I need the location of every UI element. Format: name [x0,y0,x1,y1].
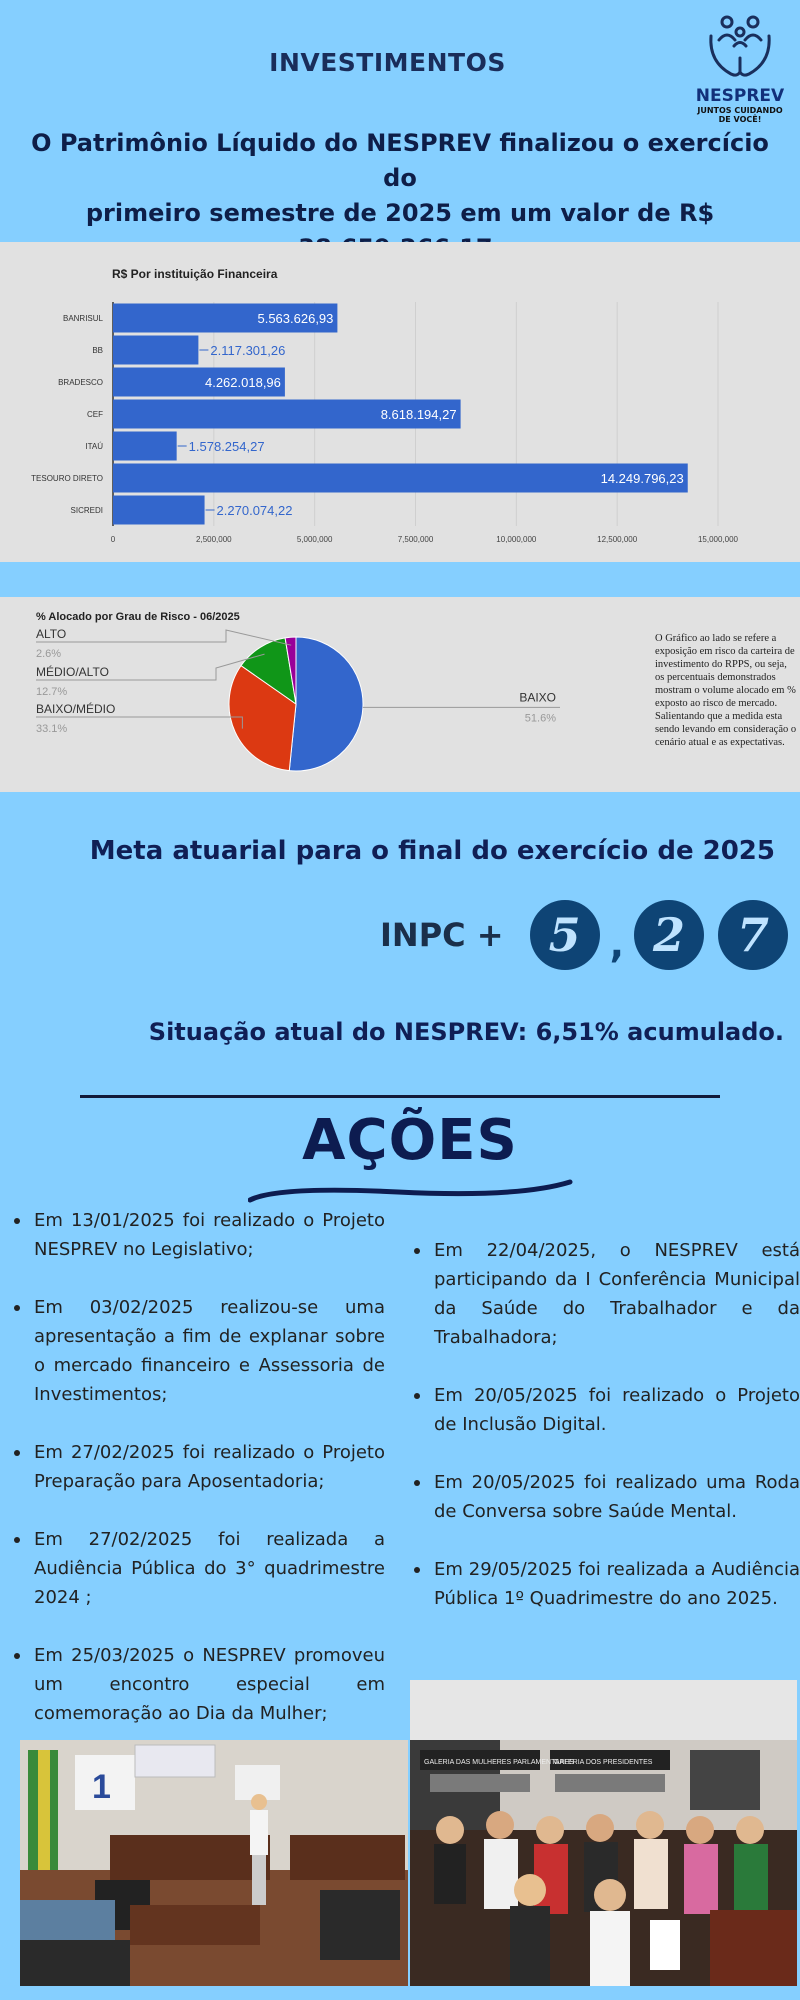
meta-title: Meta atuarial para o final do exercício de 2025 [89,836,775,866]
slice-value-label: 51.6% [524,712,556,725]
photo-sign-number: 1 [92,1768,111,1806]
pie-chart-note: O Gráfico ao lado se refere a exposição em risco da carteira de investimento do RPPS, ou seja, os percentuais demonstrados mostram o volume alocado em % exposto ao risco de mercado. Salientando que a medida esta sendo levando em consideração o cenário atual e as expectativas. [655,633,797,748]
slice-value-label: 33.1% [36,723,68,735]
slice-label: MÉDIO/ALTO [36,665,109,679]
list-item: Em 22/04/2025, o NESPREV está participando da I Conferência Municipal da Saúde do Trabalhador e da Trabalhadora; [412,1236,800,1352]
nesprev-logo [692,12,788,127]
bar-chart [0,242,800,562]
x-tick-label: 5,000,000 [296,535,333,544]
list-item: Em 13/01/2025 foi realizado o Projeto NESPREV no Legislativo; [12,1206,385,1264]
list-item: Em 27/02/2025 foi realizada a Audiência Pública do 3° quadrimestre 2024 ; [12,1525,385,1612]
inpc-label: INPC + [380,916,504,954]
pie-chart [0,597,650,792]
data-label: 1.578.254,27 [188,439,265,454]
bar [113,496,205,525]
section-divider [80,1095,720,1098]
intro-line-2: primeiro semestre de 2025 em um valor de R$ [85,199,715,227]
x-tick-label: 15,000,000 [697,535,739,544]
pie-chart-title: % Alocado por Grau de Risco - 06/2025 [36,611,240,623]
x-tick-label: 7,500,000 [397,535,434,544]
photo-event-dia-da-mulher [410,1680,797,1986]
bar [113,432,177,461]
slice-value-label: 2.6% [36,648,62,660]
category-label: TESOURO DIRETO [31,474,103,483]
photo-sign-galeria-presidentes: GALERIA DOS PRESIDENTES [554,1759,653,1766]
inpc-meta [380,895,788,975]
meta-comma: , [609,922,625,966]
logo-tagline: JUNTOS CUIDANDO DE VOCÊ! [697,106,783,124]
family-hands-icon [705,12,775,82]
x-tick-label: 0 [110,535,116,544]
list-item: Em 03/02/2025 realizou-se uma apresentação a fim de explanar sobre o mercado financeiro e Assessoria de Investimentos; [12,1293,385,1409]
swoosh-underline [248,1178,573,1208]
data-label: 14.249.796,23 [600,471,684,486]
photo-event-legislativo [20,1740,408,1986]
x-tick-label: 12,500,000 [597,535,638,544]
category-label: ITAÚ [85,442,103,451]
acoes-list-left [12,1206,385,1757]
data-label: 5.563.626,93 [257,311,334,326]
bar [113,336,198,365]
category-label: SICREDI [70,506,103,515]
intro-line-1: O Patrimônio Líquido do NESPREV finalizou o exercício do [31,129,769,192]
page-title: INVESTIMENTOS [269,48,506,77]
pie-chart-panel [0,597,800,792]
list-item: Em 20/05/2025 foi realizado o Projeto de Inclusão Digital. [412,1381,800,1439]
data-label: 2.270.074,22 [216,503,293,518]
bar-chart-panel [0,242,800,562]
acoes-title: AÇÕES [302,1108,518,1173]
slice-label: ALTO [36,627,67,641]
slice-label: BAIXO [519,690,556,705]
acoes-list-right [412,1236,800,1642]
category-label: CEF [87,410,103,419]
x-tick-label: 2,500,000 [196,535,232,544]
meta-digit-3: 7 [718,900,788,970]
list-item: Em 29/05/2025 foi realizada a Audiência Pública 1º Quadrimestre do ano 2025. [412,1555,800,1613]
list-item: Em 20/05/2025 foi realizado uma Roda de Conversa sobre Saúde Mental. [412,1468,800,1526]
category-label: BB [92,346,103,355]
slice-label: BAIXO/MÉDIO [36,702,116,716]
category-label: BANRISUL [62,314,103,323]
slice-leader-line [36,630,291,645]
data-label: 8.618.194,27 [380,407,457,422]
category-label: BRADESCO [58,378,103,387]
x-tick-label: 10,000,000 [496,535,537,544]
slice-value-label: 12.7% [36,686,68,698]
meta-digit-2: 2 [634,900,704,970]
situacao-atual: Situação atual do NESPREV: 6,51% acumulado. [148,1018,784,1046]
list-item: Em 25/03/2025 o NESPREV promoveu um encontro especial em comemoração ao Dia da Mulher; [12,1641,385,1728]
data-label: 4.262.018,96 [204,375,281,390]
meta-digit-1: 5 [530,900,600,970]
logo-name: NESPREV [695,86,785,106]
list-item: Em 27/02/2025 foi realizado o Projeto Preparação para Aposentadoria; [12,1438,385,1496]
bar-chart-title: R$ Por instituição Financeira [112,267,278,281]
photo-sign-galeria-mulheres: GALERIA DAS MULHERES PARLAMENTARES [424,1759,574,1766]
data-label: 2.117.301,26 [210,343,286,358]
pie-slice [289,637,363,771]
